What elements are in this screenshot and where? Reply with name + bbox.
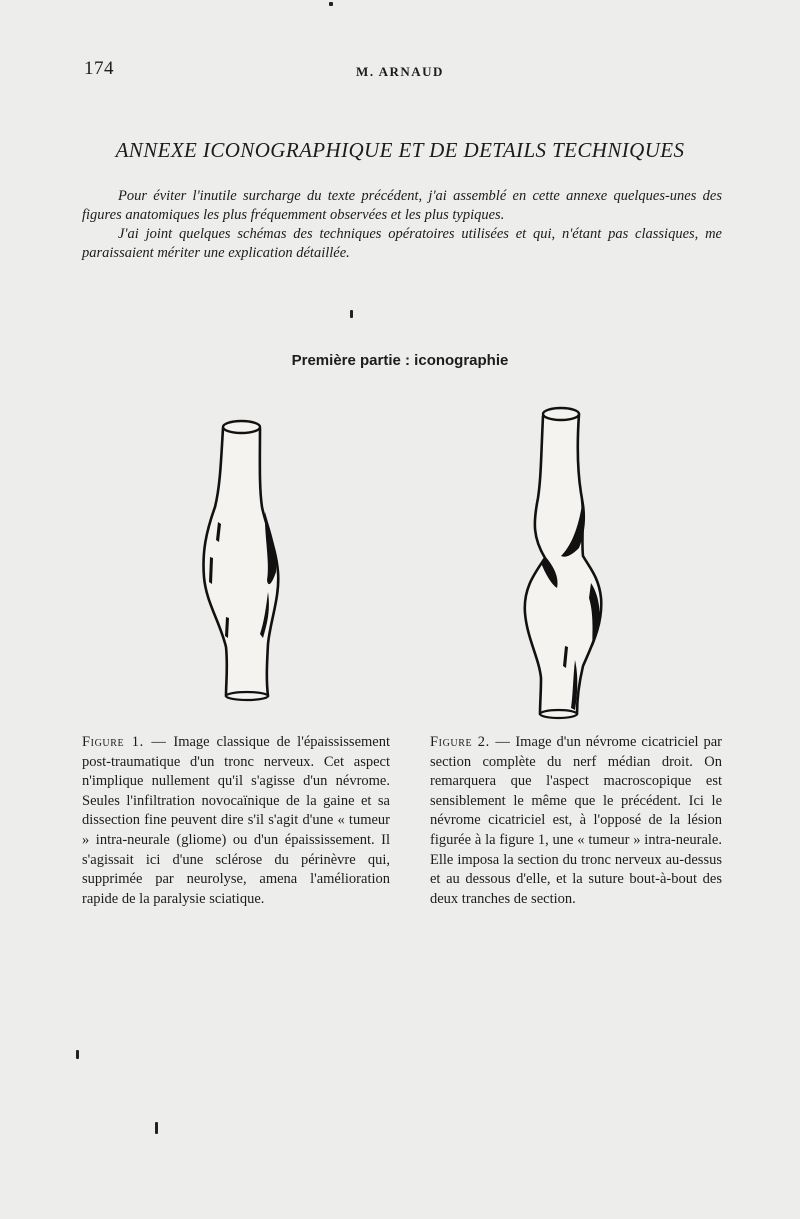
figure-2-caption-text: Image d'un névrome cicatriciel par section complète du nerf médian droit. On remarquera que l'aspect macroscopique est sensiblement le même que le précédent. Ici le névrome cicatriciel est, à l'opposé de la lésion figurée à la figure 1, une « tumeur » intra-neurale. Elle imposa la section du tronc nerveux au-dessus et au dessous d'elle, et la suture bout-à-bout des deux tranches de section. xyxy=(430,734,722,907)
intro-paragraph-2: J'ai joint quelques schémas des techniques opératoires utilisées et qui, n'étant pas classiques, me paraissaient mériter une explication détaillée. xyxy=(82,226,722,261)
figure-2-nerve-drawing xyxy=(505,398,625,728)
figure-2-caption xyxy=(430,733,722,909)
figure-2-nerve-bottom xyxy=(540,710,577,718)
figure-1-nerve-bottom xyxy=(226,692,268,700)
figure-1-nerve-drawing xyxy=(188,412,298,708)
intro-text xyxy=(82,187,722,263)
figure-2-nerve-cut-end xyxy=(543,408,579,420)
figure-2-nerve-outline xyxy=(525,414,601,714)
running-head: M. ARNAUD xyxy=(356,64,444,79)
figure-1-caption xyxy=(82,733,390,909)
figure-2-label: Figure 2. — xyxy=(430,734,511,750)
figure-1-label: Figure 1. — xyxy=(82,734,167,750)
section-title: ANNEXE ICONOGRAPHIQUE ET DE DETAILS TECHNIQUES xyxy=(115,138,685,162)
page-number: 174 xyxy=(84,58,114,79)
scan-speck xyxy=(350,310,353,318)
figure-1-nerve-cut-end xyxy=(223,421,260,433)
scan-speck xyxy=(76,1050,79,1059)
figure-1-caption-text: Image classique de l'épaississement post-traumatique d'un tronc nerveux. Cet aspect n'implique nullement qu'il s'agisse d'un névrome. Seules l'infiltration novocaïnique de la gaine et sa dissection fine peuvent dire s'il s'agit d'une « tumeur » intra-neurale (gliome) ou d'un épaississement. Il s'agissait ici d'une sclérose du périnèvre qui, supprimée par neurolyse, amena l'amélioration rapide de la paralysie sciatique. xyxy=(82,734,391,907)
intro-paragraph-1: Pour éviter l'inutile surcharge du texte précédent, j'ai assemblé en cette annexe quelques-unes des figures anatomiques les plus fréquemment observées et les plus typiques. xyxy=(82,188,722,223)
scan-speck xyxy=(155,1122,158,1134)
scan-speck xyxy=(329,2,333,6)
figure-1-nerve-outline xyxy=(203,428,278,696)
part-heading: Première partie : iconographie xyxy=(291,352,509,369)
